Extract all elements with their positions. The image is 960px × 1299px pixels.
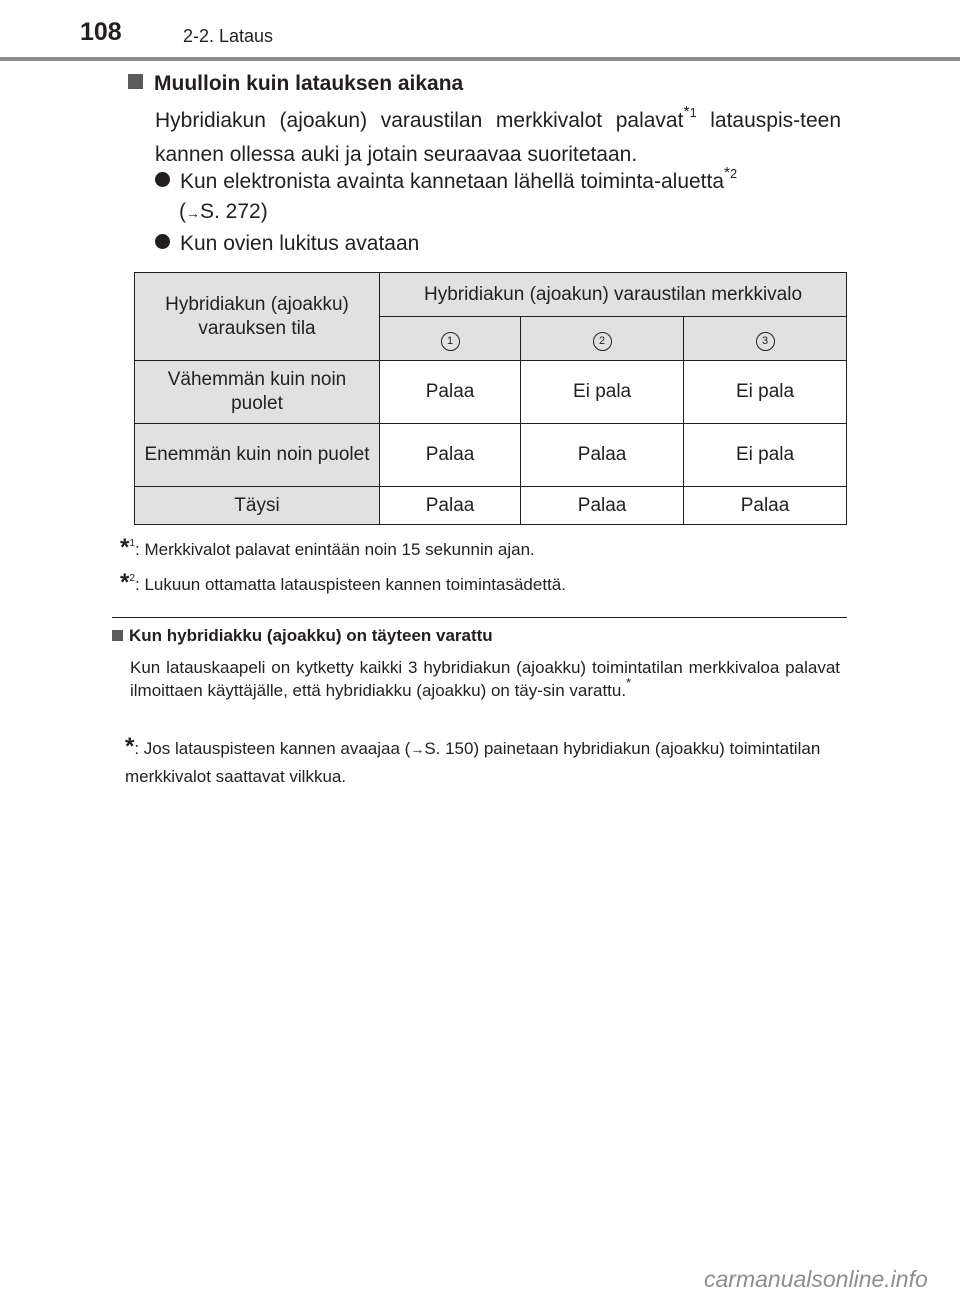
para-text-2: latauspis-teen kannen ollessa auki ja jotain seuraavaa suoritetaan. [155,109,841,166]
section-divider [112,617,847,618]
table-cell: Ei pala [684,361,847,424]
asterisk-icon: * [120,534,130,561]
table-cell: Ei pala [521,361,684,424]
subsection-note [125,733,840,790]
header-rule [0,57,960,61]
sup-number: 2 [730,167,738,181]
round-bullet-icon [155,234,170,249]
row-label: Vähemmän kuin noin puolet [135,361,380,424]
footnote-mark: 1 [129,538,136,550]
bullet-text: Kun elektronista avainta kannetaan lähellä toiminta-aluetta [180,170,725,193]
table-row [135,424,847,487]
asterisk-icon: * [125,733,135,760]
table-cell: Palaa [380,424,521,487]
circled-number-icon: 2 [593,332,612,351]
ref-paren: ( [179,200,186,223]
section-heading-text: Muulloin kuin latauksen aikana [154,72,464,95]
table-row [135,487,847,525]
round-bullet-icon [155,172,170,187]
indicator-header-1 [380,317,521,361]
table-cell: Ei pala [684,424,847,487]
table-cell: Palaa [521,424,684,487]
footnote-ref [626,675,632,691]
subsection-heading-text: Kun hybridiakku (ajoakku) on täyteen varattu [129,626,493,645]
footnote-ref-2 [724,167,737,181]
page-number: 108 [80,18,122,46]
table-cell: Palaa [684,487,847,525]
circled-number-icon: 1 [441,332,460,351]
circled-number-icon: 3 [756,332,775,351]
section-heading [128,72,463,96]
row-label: Enemmän kuin noin puolet [135,424,380,487]
asterisk-icon: * [120,569,130,596]
arrow-right-icon: → [410,741,425,757]
indicator-header-2 [521,317,684,361]
square-bullet-icon [112,630,123,641]
asterisk-icon: * [724,165,731,182]
bullet-item [155,166,737,198]
note-text-1: : Jos latauspisteen kannen avaajaa ( [134,739,411,758]
footnote [120,569,566,597]
status-table [134,272,847,525]
watermark: carmanualsonline.info [704,1266,928,1292]
arrow-right-icon: → [186,205,200,221]
table-row [135,361,847,424]
row-label: Täysi [135,487,380,525]
table-header-cell: Hybridiakun (ajoakku) varauksen tila [135,273,380,361]
sup-number: 1 [689,106,697,120]
para-text-1: Hybridiakun (ajoakun) varaustilan merkkivalot palavat [155,109,684,132]
asterisk-icon: * [626,675,632,691]
asterisk-icon: * [683,104,690,121]
bullet-text: Kun ovien lukitus avataan [180,232,420,255]
note-text-2: painetaan hybridiakun (ajoakku) toimintatilan merkkivalot saattavat vilkkua. [125,739,821,786]
table-cell: Palaa [521,487,684,525]
section-paragraph [155,104,841,172]
chapter-title: 2-2. Lataus [183,26,274,46]
subsection-paragraph [130,656,840,702]
bullet-item [155,228,419,260]
indicator-header-3 [684,317,847,361]
footnote [120,534,535,562]
footnote-text: : Lukuun ottamatta latauspisteen kannen toimintasädettä. [135,575,566,594]
footnote-ref-1 [683,106,696,120]
table-cell: Palaa [380,487,521,525]
table-group-header: Hybridiakun (ajoakun) varaustilan merkkivalo [380,273,847,317]
table-cell: Palaa [380,361,521,424]
subsection-para-text: Kun latauskaapeli on kytketty kaikki 3 hybridiakun (ajoakku) toimintatilan merkkivaloa palavat ilmoittaen käyttäjälle, että hybridiakku (ajoakku) on täy-sin varattu. [130,658,840,700]
ref-text: S. 272) [200,200,268,223]
footnote-text: : Merkkivalot palavat enintään noin 15 sekunnin ajan. [135,540,535,559]
footnote-mark: 2 [129,573,136,585]
square-bullet-icon [128,74,143,89]
subsection-heading [112,626,493,646]
note-page-reference[interactable]: S. 150) [424,739,480,758]
page-header [0,0,960,62]
page-reference[interactable] [179,196,268,229]
